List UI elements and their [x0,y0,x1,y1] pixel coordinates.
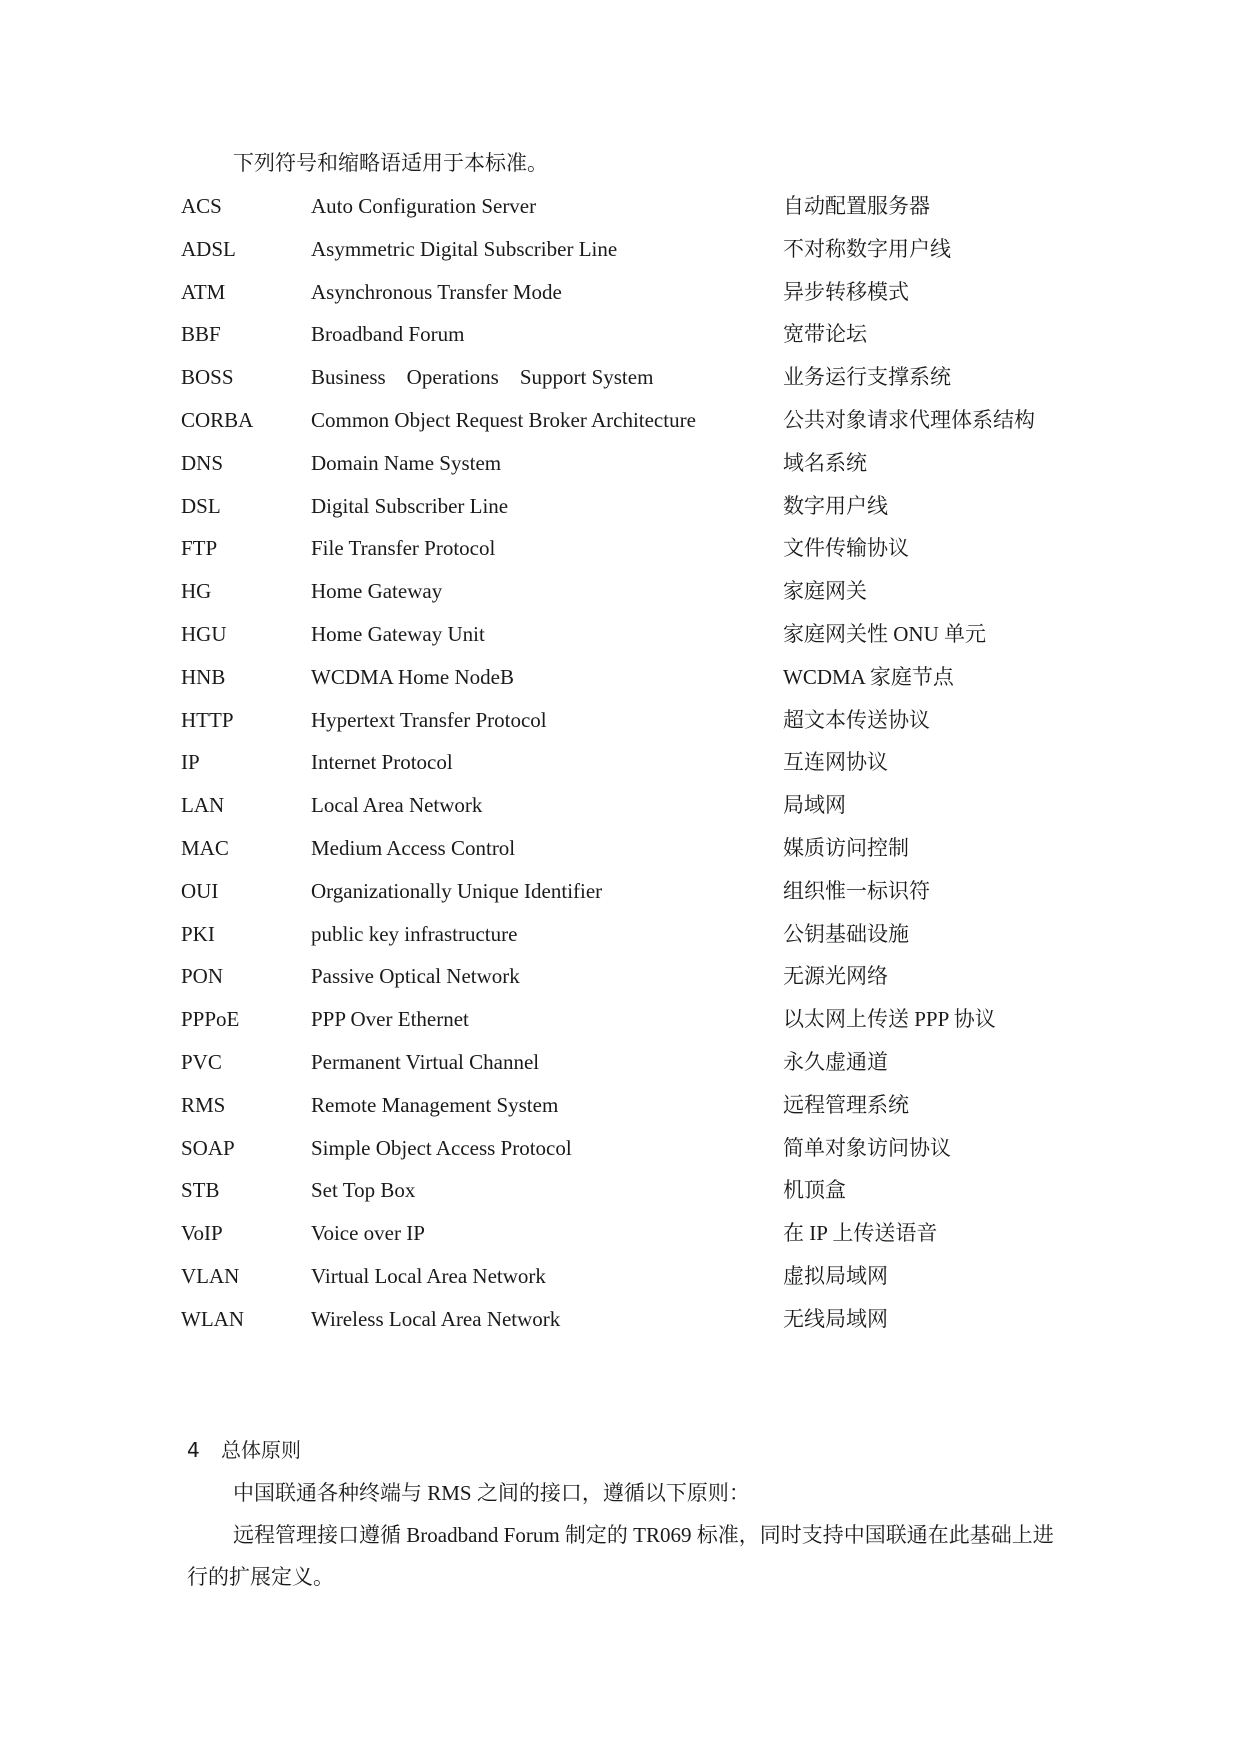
chinese-term-cell: 组织惟一标识符 [783,878,930,903]
table-row [181,921,1081,964]
chinese-term-cell: 机顶盒 [783,1178,846,1203]
abbreviation-cell: WLAN [181,1306,244,1331]
table-row [181,407,1081,450]
english-term-cell: Simple Object Access Protocol [311,1135,572,1160]
chinese-term-cell: 互连网协议 [783,750,888,775]
table-row [181,1263,1081,1306]
chinese-term-cell: 家庭网关性 ONU 单元 [783,621,986,646]
english-term-cell: Domain Name System [311,450,502,475]
table-row [181,1135,1081,1178]
chinese-term-cell: 自动配置服务器 [783,194,930,218]
section-paragraph-2: 远程管理接口遵循 Broadband Forum 制定的 TR069 标准，同时支持中国联通在此基础上进行的扩展定义。 [187,1523,1054,1589]
abbreviation-cell: MAC [181,835,229,860]
english-term-cell: File Transfer Protocol [311,536,496,561]
chinese-term-cell: WCDMA 家庭节点 [783,664,954,689]
table-row [181,1006,1081,1049]
abbreviation-cell: PKI [181,921,215,946]
table-row [181,578,1081,621]
table-row [181,1177,1081,1220]
chinese-term-cell: 超文本传送协议 [783,707,930,732]
abbreviation-table [181,193,1081,1349]
english-term-cell: Set Top Box [311,1178,416,1203]
english-term-cell: Internet Protocol [311,750,453,775]
chinese-term-cell: 无线局域网 [783,1306,888,1331]
abbreviation-cell: ACS [181,194,222,218]
english-term-cell: Passive Optical Network [311,964,520,989]
english-term-cell: Home Gateway Unit [311,621,485,646]
table-row [181,321,1081,364]
abbreviation-cell: VoIP [181,1221,223,1246]
chinese-term-cell: 域名系统 [783,450,867,475]
chinese-term-cell: 文件传输协议 [783,536,909,561]
table-row [181,1049,1081,1092]
intro-text: 下列符号和缩略语适用于本标准。 [233,151,548,175]
abbreviation-cell: HG [181,579,212,604]
chinese-term-cell: 数字用户线 [783,493,888,518]
english-term-cell: Broadband Forum [311,322,465,347]
abbreviation-cell: BOSS [181,365,234,390]
english-term-cell: Permanent Virtual Channel [311,1049,540,1074]
english-term-cell: Auto Configuration Server [311,194,537,218]
abbreviation-cell: HNB [181,664,226,689]
abbreviation-cell: STB [181,1178,220,1203]
chinese-term-cell: 异步转移模式 [783,279,909,304]
abbreviation-cell: OUI [181,878,219,903]
table-row [181,835,1081,878]
table-row [181,535,1081,578]
table-row [181,878,1081,921]
abbreviation-cell: PPPoE [181,1007,240,1032]
english-term-cell: PPP Over Ethernet [311,1007,469,1032]
chinese-term-cell: 无源光网络 [783,964,888,989]
chinese-term-cell: 公共对象请求代理体系结构 [783,407,1035,432]
abbreviation-cell: VLAN [181,1263,240,1288]
section-heading [187,1435,301,1465]
abbreviation-cell: PON [181,964,224,989]
abbreviation-cell: HGU [181,621,227,646]
table-row [181,364,1081,407]
chinese-term-cell: 不对称数字用户线 [783,236,951,261]
table-row [181,792,1081,835]
chinese-term-cell: 局域网 [783,793,846,818]
abbreviation-cell: DSL [181,493,221,518]
abbreviation-cell: IP [181,750,200,775]
abbreviation-cell: DNS [181,450,224,475]
abbreviation-cell: SOAP [181,1135,235,1160]
english-term-cell: Home Gateway [311,579,443,604]
english-term-cell: Common Object Request Broker Architecture [311,407,696,432]
english-term-cell: Local Area Network [311,793,483,818]
abbreviation-cell: BBF [181,322,221,347]
chinese-term-cell: 业务运行支撑系统 [783,365,951,390]
chinese-term-cell: 公钥基础设施 [783,921,909,946]
table-row [181,749,1081,792]
table-row [181,664,1081,707]
table-row [181,707,1081,750]
english-term-cell: Business Operations Support System [311,365,654,390]
table-row [181,450,1081,493]
table-row [181,1220,1081,1263]
abbreviation-cell: RMS [181,1092,226,1117]
table-row [181,236,1081,279]
section-number: 4 [187,1438,200,1462]
chinese-term-cell: 在 IP 上传送语音 [783,1221,938,1246]
chinese-term-cell: 家庭网关 [783,579,867,604]
english-term-cell: Asynchronous Transfer Mode [311,279,562,304]
table-row [181,963,1081,1006]
chinese-term-cell: 媒质访问控制 [783,835,909,860]
chinese-term-cell: 简单对象访问协议 [783,1135,951,1160]
english-term-cell: Wireless Local Area Network [311,1306,561,1331]
section-title: 总体原则 [221,1438,301,1462]
english-term-cell: Digital Subscriber Line [311,493,509,518]
abbreviation-cell: PVC [181,1049,222,1074]
english-term-cell: Virtual Local Area Network [311,1263,546,1288]
table-row [181,621,1081,664]
abbreviation-cell: FTP [181,536,218,561]
english-term-cell: Hypertext Transfer Protocol [311,707,547,732]
chinese-term-cell: 远程管理系统 [783,1092,909,1117]
chinese-term-cell: 虚拟局域网 [783,1263,888,1288]
english-term-cell: WCDMA Home NodeB [311,664,514,689]
abbreviation-cell: HTTP [181,707,234,732]
abbreviation-table-body [181,193,1081,1349]
abbreviation-cell: CORBA [181,407,254,432]
english-term-cell: Medium Access Control [311,835,516,860]
table-row [181,193,1081,236]
table-row [181,1306,1081,1349]
english-term-cell: Remote Management System [311,1092,559,1117]
english-term-cell: Asymmetric Digital Subscriber Line [311,236,618,261]
abbreviation-cell: ADSL [181,236,236,261]
table-row [181,1092,1081,1135]
table-row [181,279,1081,322]
abbreviation-cell: ATM [181,279,226,304]
english-term-cell: Organizationally Unique Identifier [311,878,603,903]
chinese-term-cell: 以太网上传送 PPP 协议 [783,1007,996,1032]
english-term-cell: public key infrastructure [311,921,518,946]
chinese-term-cell: 宽带论坛 [783,322,867,347]
abbreviation-cell: LAN [181,793,225,818]
table-row [181,493,1081,536]
chinese-term-cell: 永久虚通道 [783,1049,888,1074]
english-term-cell: Voice over IP [311,1221,425,1246]
section-paragraph-1: 中国联通各种终端与 RMS 之间的接口，遵循以下原则： [233,1481,750,1505]
